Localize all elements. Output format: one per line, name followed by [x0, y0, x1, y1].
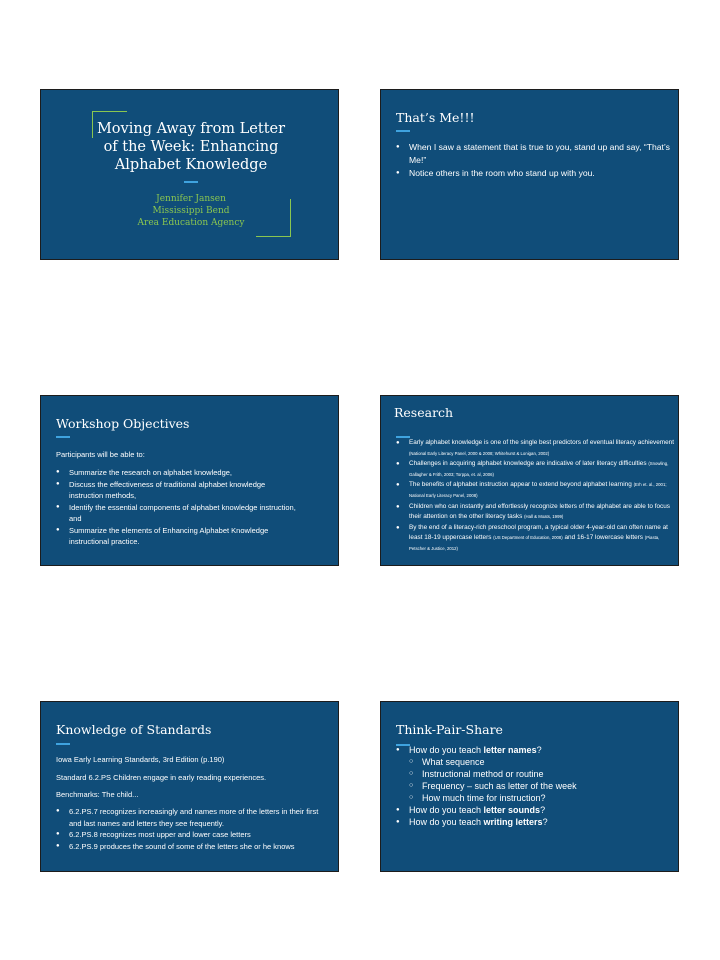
list-item: ● 6.2.PS.9 produces the sound of some of the letters she or he knows	[56, 841, 321, 853]
citation: (Erh et. al., 2001; National Early Literacy Panel, 2008)	[409, 482, 667, 498]
citation: (National Early Literacy Panel, 2000 & 2008; Whitehurst & Lonigan, 2002)	[409, 450, 550, 456]
citation: (US Department of Education, 2008)	[493, 535, 563, 541]
bullet-list	[56, 467, 301, 548]
title-accent	[56, 436, 70, 438]
list-item: ● Children who can instantly and effortlessly recognize letters of the alphabet are able to focus their attention on the other literacy tasks (Hall & Moats, 1999)	[396, 502, 676, 523]
slide-title-text: That’s Me!!!	[396, 110, 475, 125]
citation: (Piasta, Petscher & Justice, 2012)	[409, 535, 660, 551]
citation: (Hall & Moats, 1999)	[524, 514, 564, 520]
citation: (Snowling, Gallagher & Frith, 2003; Torppa, et. al, 2006)	[409, 461, 669, 477]
slide-think-pair-share	[380, 701, 679, 872]
list-item: ● When I saw a statement that is true to you, stand up and say, “That’s Me!”	[396, 141, 671, 167]
list-item: ● Summarize the research on alphabet knowledge,	[56, 467, 301, 479]
slide-workshop-objectives	[40, 395, 339, 566]
list-item: ● How do you teach letter names? ○ What sequence ○ Instructional method or routine ○ Frequency – such as letter of the week ○ How much time for instruction?	[396, 744, 671, 804]
slide-thats-me	[380, 89, 679, 260]
list-item: ● By the end of a literacy-rich preschool program, a typical older 4-year-old can often name at least 18-19 uppercase letters (US Department of Education, 2008) and 16-17 lowercase letters (Piasta, Petscher & Justice, 2012)	[396, 523, 676, 555]
title-accent	[56, 743, 70, 745]
slide-title-text: Research	[394, 405, 454, 420]
presentation-title: Moving Away from Letter of the Week: Enhancing Alphabet Knowledge	[96, 121, 286, 173]
slide-title-text: Think-Pair-Share	[396, 722, 503, 737]
list-item: ● Notice others in the room who stand up with you.	[396, 167, 671, 180]
list-item: ● 6.2.PS.8 recognizes most upper and lower case letters	[56, 829, 321, 841]
sub-list-item: ○ What sequence	[409, 756, 671, 768]
list-item: ● The benefits of alphabet instruction appear to extend beyond alphabet learning (Erh et. al., 2001; National Early Literacy Panel, 2008)	[396, 480, 676, 501]
list-item: ● How do you teach letter sounds?	[396, 804, 671, 816]
list-item: ● Early alphabet knowledge is one of the single best predictors of eventual literacy achievement (National Early Literacy Panel, 2000 & 2008; Whitehurst & Lonigan, 2002)	[396, 438, 676, 459]
sub-list-item: ○ Instructional method or routine	[409, 768, 671, 780]
sub-list-item: ○ Frequency – such as letter of the week	[409, 780, 671, 792]
sub-list	[409, 756, 671, 804]
sub-list-item: ○ How much time for instruction?	[409, 792, 671, 804]
standard-statement: Standard 6.2.PS Children engage in early reading experiences.	[56, 773, 267, 782]
title-accent	[396, 130, 410, 132]
list-item: ● Summarize the elements of Enhancing Alphabet Knowledge instructional practice.	[56, 525, 301, 548]
benchmarks-label: Benchmarks: The child...	[56, 790, 139, 799]
list-item: ● How do you teach writing letters?	[396, 816, 671, 828]
bullet-list	[396, 744, 671, 828]
slide-title-text: Workshop Objectives	[56, 416, 190, 431]
slide-knowledge-of-standards	[40, 701, 339, 872]
list-item: ● Challenges in acquiring alphabet knowledge are indicative of later literacy difficulties (Snowling, Gallagher & Frith, 2003; Torppa, et. al, 2006)	[396, 459, 676, 480]
slide-research	[380, 395, 679, 566]
slide-title	[40, 89, 339, 260]
title-divider	[184, 181, 198, 183]
slide-title-text: Knowledge of Standards	[56, 722, 212, 737]
list-item: ● Discuss the effectiveness of traditional alphabet knowledge instruction methods,	[56, 479, 301, 502]
standards-source: Iowa Early Learning Standards, 3rd Edition (p.190)	[56, 755, 225, 764]
objectives-intro: Participants will be able to:	[56, 450, 145, 459]
bullet-list	[56, 806, 321, 852]
list-item: ● Identify the essential components of alphabet knowledge instruction, and	[56, 502, 301, 525]
bullet-list	[396, 438, 676, 555]
list-item: ● 6.2.PS.7 recognizes increasingly and names more of the letters in their first and last names and letters they see frequently.	[56, 806, 321, 829]
bullet-list	[396, 141, 671, 180]
author-block: Jennifer Jansen Mississippi Bend Area Education Agency	[137, 194, 245, 228]
